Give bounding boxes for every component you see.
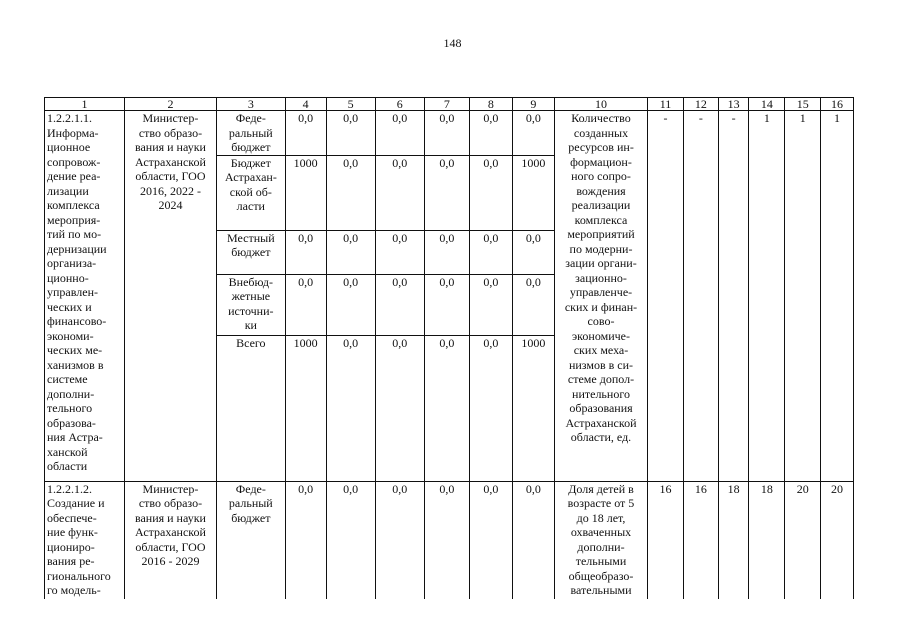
indicator-cell xyxy=(554,481,647,599)
text-line: 1.2.2.1.2. xyxy=(47,481,92,496)
table-row xyxy=(45,481,854,599)
funding-source-cell xyxy=(217,230,286,274)
text-line: сово- xyxy=(587,314,615,328)
text-line: ство образо- xyxy=(138,496,203,510)
amount-cell: 0,0 xyxy=(326,230,375,274)
text-line: ки xyxy=(244,318,257,332)
text-line: ционное xyxy=(47,140,91,154)
text-line: низмов в си- xyxy=(568,357,634,372)
amount-cell: 0,0 xyxy=(469,230,512,274)
text-line: образова- xyxy=(47,415,96,430)
text-line: по модерни- xyxy=(569,241,633,256)
text-line: ральный xyxy=(228,125,273,140)
text-line: вания и науки xyxy=(134,510,206,525)
text-line: ских меха- xyxy=(573,343,629,357)
amount-cell: 0,0 xyxy=(285,274,326,335)
text-line: Феде- xyxy=(235,481,266,496)
column-number: 3 xyxy=(217,98,286,111)
text-line: ния Астра- xyxy=(47,430,103,444)
text-line: финансово- xyxy=(47,314,107,328)
text-line: дополни- xyxy=(577,539,625,554)
text-line: Астраханской xyxy=(134,154,206,169)
text-line: образования xyxy=(569,401,633,415)
text-line: зации органи- xyxy=(565,256,637,270)
text-line: комплекса xyxy=(574,212,628,227)
funding-source-cell xyxy=(217,481,286,599)
text-line: гионального xyxy=(47,568,111,583)
text-line: зационно- xyxy=(575,270,627,285)
target-value-cell: - xyxy=(648,111,684,482)
text-line: вания и науки xyxy=(134,140,206,154)
text-line: 2016 - 2029 xyxy=(141,554,200,568)
amount-cell: 0,0 xyxy=(424,155,469,230)
amount-cell: 0,0 xyxy=(512,481,554,599)
amount-cell: 0,0 xyxy=(375,111,424,156)
text-line: 2024 xyxy=(158,198,183,212)
text-line: дополни- xyxy=(47,386,95,401)
text-line: экономи- xyxy=(47,328,94,343)
text-line: ской об- xyxy=(229,184,272,199)
amount-cell: 0,0 xyxy=(285,230,326,274)
column-number: 14 xyxy=(749,98,785,111)
activity-name-cell xyxy=(45,111,125,482)
text-line: Создание и xyxy=(47,496,105,510)
text-line: ного сопро- xyxy=(571,169,631,183)
column-number: 9 xyxy=(512,98,554,111)
text-line: обеспече- xyxy=(47,510,97,525)
text-line: Местный xyxy=(227,230,275,245)
amount-cell: 0,0 xyxy=(469,481,512,599)
total-amount-cell: 1000 xyxy=(512,335,554,481)
text-line: тельного xyxy=(47,401,93,415)
text-line: общеобразо- xyxy=(568,568,634,583)
total-amount-cell: 0,0 xyxy=(375,335,424,481)
text-line: Количество xyxy=(571,111,631,125)
target-value-cell: - xyxy=(683,111,718,482)
amount-cell: 0,0 xyxy=(512,111,554,156)
text-line: созданных xyxy=(573,125,629,140)
column-number-header-row xyxy=(45,98,854,111)
funding-source-cell xyxy=(217,274,286,335)
text-line: ние функ- xyxy=(47,525,98,539)
text-line: ресурсов ин- xyxy=(568,140,634,154)
text-line: Всего xyxy=(236,335,266,350)
amount-cell: 0,0 xyxy=(326,155,375,230)
column-number: 7 xyxy=(424,98,469,111)
amount-cell: 0,0 xyxy=(375,481,424,599)
amount-cell: 0,0 xyxy=(326,481,375,599)
amount-cell: 1000 xyxy=(285,155,326,230)
amount-cell: 0,0 xyxy=(285,481,326,599)
table-row xyxy=(45,111,854,156)
text-line: ство образо- xyxy=(138,125,203,140)
text-line: экономиче- xyxy=(572,328,630,343)
text-line: бюджет xyxy=(231,245,271,259)
text-line: управлен- xyxy=(47,285,98,299)
text-line: области xyxy=(47,459,88,473)
text-line: 2016, 2022 - xyxy=(139,183,201,198)
amount-cell: 0,0 xyxy=(424,230,469,274)
text-line: бюджет xyxy=(231,510,271,525)
target-value-cell: 1 xyxy=(785,111,821,482)
executor-cell xyxy=(124,111,216,482)
indicator-cell xyxy=(554,111,647,482)
target-value-cell: 18 xyxy=(718,481,749,599)
text-line: Феде- xyxy=(235,111,266,125)
text-line: бюджет xyxy=(231,140,271,154)
amount-cell: 0,0 xyxy=(424,481,469,599)
column-number: 6 xyxy=(375,98,424,111)
text-line: стеме допол- xyxy=(567,372,635,386)
column-number: 13 xyxy=(718,98,749,111)
executor-cell xyxy=(124,481,216,599)
text-line: комплекса xyxy=(47,198,100,212)
column-number: 12 xyxy=(683,98,718,111)
text-line: сопровож- xyxy=(47,154,101,169)
column-number: 10 xyxy=(554,98,647,111)
amount-cell: 0,0 xyxy=(375,274,424,335)
text-line: жетные xyxy=(231,289,271,303)
amount-cell: 0,0 xyxy=(512,274,554,335)
text-line: источни- xyxy=(228,303,274,318)
text-line: вательными xyxy=(570,583,632,597)
text-line: ханской xyxy=(47,444,88,459)
text-line: нительного xyxy=(572,386,630,401)
column-number: 1 xyxy=(45,98,125,111)
total-amount-cell: 0,0 xyxy=(469,335,512,481)
text-line: Бюджет xyxy=(230,155,271,170)
total-amount-cell: 1000 xyxy=(285,335,326,481)
text-line: Информа- xyxy=(47,125,99,140)
text-line: лизации xyxy=(47,183,89,198)
text-line: возрасте от 5 xyxy=(567,496,635,510)
text-line: ральный xyxy=(228,496,273,510)
text-line: области, ГОО xyxy=(135,539,206,554)
funding-source-cell xyxy=(217,111,286,156)
column-number: 2 xyxy=(124,98,216,111)
text-line: вания ре- xyxy=(47,554,95,568)
text-line: го модель- xyxy=(47,583,101,597)
column-number: 11 xyxy=(648,98,684,111)
text-line: ческих и xyxy=(47,299,92,314)
text-line: мероприятий xyxy=(567,227,635,241)
funding-source-cell xyxy=(217,155,286,230)
text-line: вождения xyxy=(576,183,626,198)
target-value-cell: 20 xyxy=(821,481,854,599)
amount-cell: 0,0 xyxy=(375,155,424,230)
text-line: тий по мо- xyxy=(47,227,102,241)
text-line: 1.2.2.1.1. xyxy=(47,111,92,125)
target-value-cell: 18 xyxy=(749,481,785,599)
text-line: дернизации xyxy=(47,241,107,256)
text-line: ласти xyxy=(236,199,265,213)
amount-cell: 0,0 xyxy=(285,111,326,156)
amount-cell: 0,0 xyxy=(424,111,469,156)
text-line: мероприя- xyxy=(47,212,101,227)
target-value-cell: 1 xyxy=(821,111,854,482)
text-line: области, ГОО xyxy=(135,169,206,183)
column-number: 16 xyxy=(821,98,854,111)
text-line: Астраханской xyxy=(565,415,637,430)
text-line: формацион- xyxy=(570,154,632,169)
text-line: ционно- xyxy=(47,270,89,285)
amount-cell: 0,0 xyxy=(469,111,512,156)
amount-cell: 0,0 xyxy=(326,111,375,156)
total-amount-cell: 0,0 xyxy=(424,335,469,481)
text-line: Министер- xyxy=(142,111,199,125)
target-value-cell: - xyxy=(718,111,749,482)
text-line: Доля детей в xyxy=(568,481,634,496)
text-line: охваченных xyxy=(570,525,632,539)
text-line: Министер- xyxy=(142,481,199,496)
text-line: управленче- xyxy=(569,285,633,299)
column-number: 15 xyxy=(785,98,821,111)
column-number: 8 xyxy=(469,98,512,111)
text-line: системе xyxy=(47,372,88,386)
funding-source-cell xyxy=(217,335,286,481)
text-line: организа- xyxy=(47,256,97,270)
text-line: ских и финан- xyxy=(564,299,638,314)
text-line: циониро- xyxy=(47,539,95,554)
total-amount-cell: 0,0 xyxy=(326,335,375,481)
text-line: Астраханской xyxy=(134,525,206,539)
column-number: 5 xyxy=(326,98,375,111)
text-line: тельными xyxy=(575,554,627,568)
text-line: до 18 лет, xyxy=(576,510,626,525)
target-value-cell: 16 xyxy=(683,481,718,599)
amount-cell: 0,0 xyxy=(375,230,424,274)
target-value-cell: 16 xyxy=(648,481,684,599)
page-number: 148 xyxy=(443,36,462,50)
target-value-cell: 20 xyxy=(785,481,821,599)
text-line: дение реа- xyxy=(47,169,101,183)
activity-name-cell xyxy=(45,481,125,599)
text-line: реализации xyxy=(571,198,631,212)
amount-cell: 0,0 xyxy=(424,274,469,335)
amount-cell: 0,0 xyxy=(469,274,512,335)
text-line: Астрахан- xyxy=(224,170,277,184)
column-number: 4 xyxy=(285,98,326,111)
text-line: ческих ме- xyxy=(47,343,103,357)
amount-cell: 0,0 xyxy=(512,230,554,274)
amount-cell: 1000 xyxy=(512,155,554,230)
amount-cell: 0,0 xyxy=(469,155,512,230)
text-line: области, ед. xyxy=(570,430,632,444)
text-line: Внебюд- xyxy=(228,274,273,289)
program-table xyxy=(44,97,854,599)
target-value-cell: 1 xyxy=(749,111,785,482)
text-line: ханизмов в xyxy=(47,357,104,372)
amount-cell: 0,0 xyxy=(326,274,375,335)
